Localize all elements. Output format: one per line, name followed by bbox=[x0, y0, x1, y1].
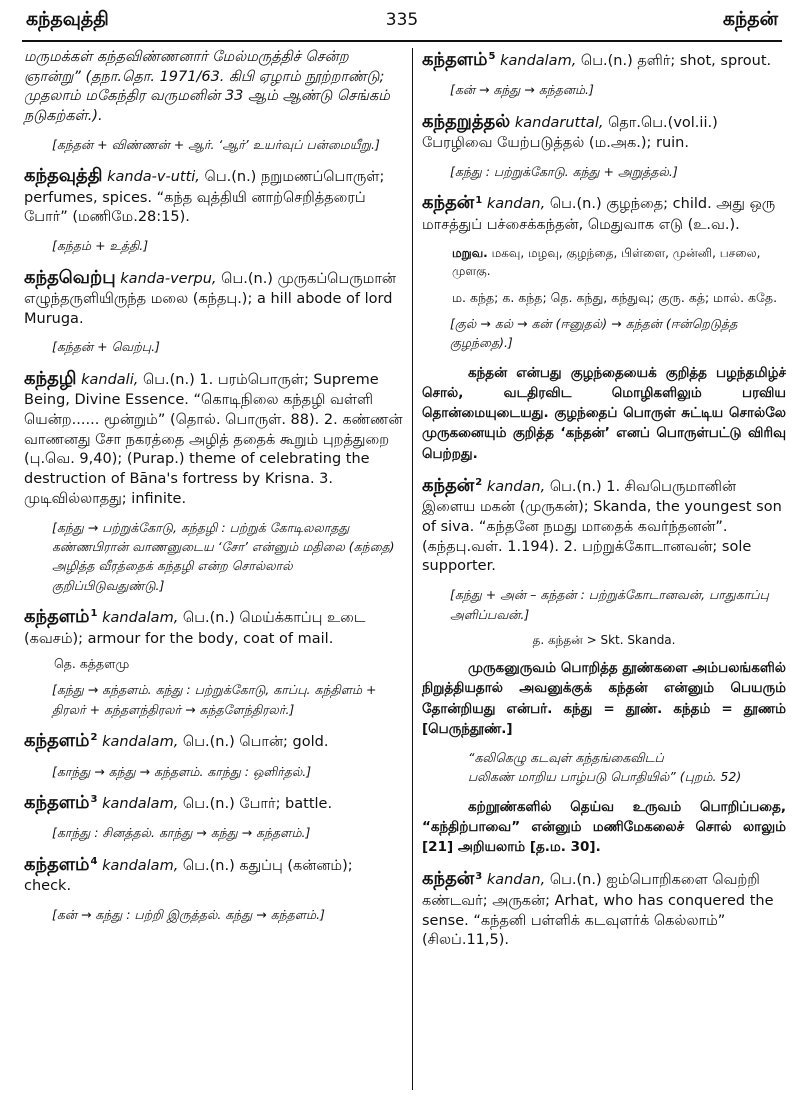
definition: தொ.பெ.(vol.ii.) பேரழிவை யேற்படுத்தல் (ம.அக.); ruin. bbox=[422, 114, 718, 152]
dictionary-entry bbox=[24, 729, 404, 753]
cognates: தெ. கத்தளமு bbox=[54, 656, 130, 672]
right-column bbox=[422, 48, 786, 1094]
headword: கந்தளம் bbox=[24, 791, 90, 813]
definition: பெ.(n.) மெய்க்காப்பு உடை (கவசம்); armour for the body, coat of mail. bbox=[24, 610, 366, 647]
headword: கந்தவெற்பு bbox=[24, 266, 116, 288]
definition: பெ.(n.) 1. பரம்பொருள்; Supreme Being, Divine Essence. “கொடிநிலை கந்தழி வள்ளி யென்ற...... மூன்றும்” (தொல். பொருள். 88). 2. கண்ணன் வாணனது சோ நகரத்தை அழித் ததைக் கூறும் புறத்துறை (பு.வெ. 9,40); (Purap.) theme of celebrating the destruction of Bāna's fortress by Krisna. 3. முடிவில்லாதது; infinite. bbox=[24, 371, 403, 507]
explanatory-note: முருகனுருவம் பொறித்த தூண்களை அம்பலங்களில் நிறுத்தியதால் அவனுக்குக் கந்தன் என்னும் பெயரும் தோன்றியது என்பர். கந்து = தூண். கந்தம் = தூணம் [பெருந்தூண்.] bbox=[422, 660, 786, 737]
dictionary-entry bbox=[422, 191, 786, 235]
explanatory-note: கற்றூண்களில் தெய்வ உருவம் பொறிப்பதை, “கந்திற்பாவை” என்னும் மணிமேகலைச் சொல் லாலும் [21] அறியலாம் [த.ம. 30]. bbox=[422, 798, 786, 856]
etymology: [கந்தன் + விண்ணன் + ஆர். ‘ஆர்’ உயர்வுப் பன்மையீறு.] bbox=[52, 136, 380, 152]
transliteration: kandali, bbox=[81, 371, 139, 388]
etymology: [கன் → கந்து : பற்றி இருத்தல். கந்து → கந்தளம்.] bbox=[52, 906, 325, 922]
headword: கந்தளம் bbox=[422, 49, 488, 70]
etymology: [காந்து : சினத்தல். காந்து → கந்து → கந்தளம்.] bbox=[52, 825, 311, 841]
homonym-number: 2 bbox=[90, 732, 98, 744]
definition: பெ.(n.) போர்; battle. bbox=[182, 795, 333, 812]
header-right-guideword: கந்தன் bbox=[722, 8, 778, 30]
dictionary-entry bbox=[24, 605, 404, 649]
homonym-number: 3 bbox=[475, 870, 483, 882]
etymology: [கந்து : பற்றுக்கோடு. கந்து + அறுத்தல்.] bbox=[450, 164, 678, 180]
dictionary-entry bbox=[24, 791, 404, 815]
quotation-line: பலிகண் மாறிய பாழ்படு பொதியில்” (புறம். 52) bbox=[468, 768, 742, 784]
explanatory-note: கந்தன் என்பது குழந்தையைக் குறித்த பழந்தமிழ்ச் சொல், வடதிரவிட மொழிகளிலும் பரவிய தொன்மையுடையது. குழந்தைப் பொருள் சுட்டிய சொல்லே முருகனையும் குறித்த ‘கந்தன்’ எனப் பொருள்பட்டு விரிவு பெற்றது. bbox=[422, 364, 786, 462]
homonym-number: 1 bbox=[475, 194, 483, 206]
transliteration: kanda-verpu, bbox=[120, 270, 217, 287]
transliteration: kandaruttal, bbox=[514, 114, 604, 131]
definition: பெ.(n.) கதுப்பு (கன்னம்); check. bbox=[24, 857, 353, 895]
etymology: [காந்து → கந்து → கந்தளம். காந்து : ஒளிர்தல்.] bbox=[52, 763, 312, 779]
headword: கந்தவுத்தி bbox=[24, 165, 103, 187]
definition: பெ.(n.) பொன்; gold. bbox=[182, 734, 329, 751]
transliteration: kandalam, bbox=[500, 53, 577, 69]
dictionary-entry bbox=[24, 164, 404, 228]
transliteration: kandan, bbox=[486, 872, 546, 889]
headword: கந்தன் bbox=[422, 868, 475, 890]
headword: கந்தறுத்தல் bbox=[422, 110, 511, 132]
headword: கந்தன் bbox=[422, 192, 475, 214]
transliteration: kandan, bbox=[486, 196, 546, 213]
column-divider bbox=[412, 48, 413, 1090]
headword: கந்தன் bbox=[422, 474, 475, 496]
transliteration: kandan, bbox=[486, 478, 546, 495]
quotation-line: “கலிகெழு கடவுள் கந்தங்கைவிடப் bbox=[468, 750, 664, 766]
quotation bbox=[468, 749, 786, 787]
definition: பெ.(n.) நறுமணப்பொருள்; perfumes, spices. “கந்த வுத்தியி னாற்செறித்தரைப் போர்” (மணிமே.28:15). bbox=[24, 169, 385, 226]
homonym-number: 4 bbox=[90, 855, 98, 867]
transliteration: kandalam, bbox=[102, 795, 179, 812]
page-number: 335 bbox=[385, 10, 419, 30]
definition: பெ.(n.) முருகப்பெருமான் எழுந்தருளியிருந்த மலை (கந்தபு.); a hill abode of lord Muruga. bbox=[24, 270, 396, 327]
homonym-number: 3 bbox=[90, 794, 98, 806]
synonyms bbox=[452, 244, 786, 281]
header-left-guideword: கந்தவுத்தி bbox=[26, 8, 109, 30]
sanskrit-derivation: த. கந்தன் > Skt. Skanda. bbox=[532, 632, 676, 647]
definition: பெ.(n.) குழந்தை; child. அது ஒரு மாசத்துப் பச்சைக்கந்தன், மெதுவாக எடு (உ.வ.). bbox=[422, 196, 776, 233]
definition: பெ.(n.) ஐம்பொறிகளை வெற்றி கண்டவர்; அருகன்; Arhat, who has conquered the sense. “கந்தனி பள்ளிக் கடவுளர்க் கெல்லாம்” (சிலப்.11,5). bbox=[422, 872, 774, 949]
left-column bbox=[24, 48, 404, 1094]
etymology: [கந்தன் + வெற்பு.] bbox=[52, 339, 160, 355]
transliteration: kandalam, bbox=[102, 610, 179, 627]
etymology: [கந்து → பற்றுக்கோடு, கந்தழி : பற்றுக் கோடிலலாதது கண்ணபிரான் வாணனுடைய ‘சோ’ என்னும் மதிலை (கந்தை) அழித்த வீரத்தைக் கந்தழி என்ற சொல்லால் குறிப்பிடுவதுண்டு.] bbox=[52, 519, 395, 593]
dictionary-entry bbox=[422, 474, 786, 577]
headword: கந்தளம் bbox=[24, 606, 90, 628]
definition: பெ.(n.) தளிர்; shot, sprout. bbox=[580, 53, 772, 69]
homonym-number: 5 bbox=[488, 51, 496, 63]
etymology: [கந்தம் + உத்தி.] bbox=[52, 238, 149, 254]
etymology: [கந்து + அன் – கந்தன் : பற்றுக்கோடானவன், பாதுகாப்பு அளிப்பவன்.] bbox=[450, 587, 769, 622]
etymology: [கந்து → கந்தளம். கந்து : பற்றுக்கோடு, காப்பு. கந்திளம் + திரலர் + கந்தளந்திரலர் → கந்தளேந்திரலர்.] bbox=[52, 682, 377, 717]
dictionary-entry bbox=[24, 853, 404, 897]
continued-text: மருமக்கள் கந்தவிண்ணனார் மேல்மருத்திச் சென்ற ஞான்று” (தநா.தொ. 1971/63. கிபி ஏழாம் நூற்றாண்டு; முதலாம் மகேந்திர வருமனின் 33 ஆம் ஆண்டு செங்கம் நடுகற்கள்.). bbox=[24, 49, 390, 125]
page-header bbox=[22, 6, 782, 42]
headword: கந்தழி bbox=[24, 367, 77, 389]
transliteration: kanda-v-utti, bbox=[107, 169, 200, 186]
dictionary-entry bbox=[24, 367, 404, 510]
headword: கந்தளம் bbox=[24, 730, 90, 752]
definition: பெ.(n.) 1. சிவபெருமானின் இளைய மகன் (முருகன்); Skanda, the youngest son of siva. “கந்தனே நமது மாதைக் கவர்ந்தனன்”. (கந்தபு.வள். 1.194). 2. பற்றுக்கோடானவன்; sole supporter. bbox=[422, 478, 782, 575]
cognates: ம. கந்த; க. கந்த; தெ. கந்து, கந்துவு; குரு. கத்; மால். கதே. bbox=[452, 289, 778, 305]
transliteration: kandalam, bbox=[102, 857, 179, 874]
synonyms-list: மகவு, மழவு, குழந்தை, பிள்ளை, முன்னி, பசலை, முளகு. bbox=[452, 245, 761, 279]
homonym-number: 1 bbox=[90, 608, 98, 620]
synonyms-label: மறுவ. bbox=[452, 245, 488, 260]
etymology: [கன் → கந்து → கந்தனம்.] bbox=[450, 82, 594, 98]
transliteration: kandalam, bbox=[102, 734, 179, 751]
dictionary-entry bbox=[24, 266, 404, 330]
dictionary-entry bbox=[422, 110, 786, 154]
headword: கந்தளம் bbox=[24, 853, 90, 875]
homonym-number: 2 bbox=[475, 476, 483, 488]
dictionary-entry bbox=[422, 48, 786, 72]
dictionary-entry bbox=[422, 867, 786, 951]
etymology: [குல் → கல் → கன் (ஈனுதல்) → கந்தன் (ஈன்றெடுத்த குழந்தை).] bbox=[450, 315, 738, 351]
